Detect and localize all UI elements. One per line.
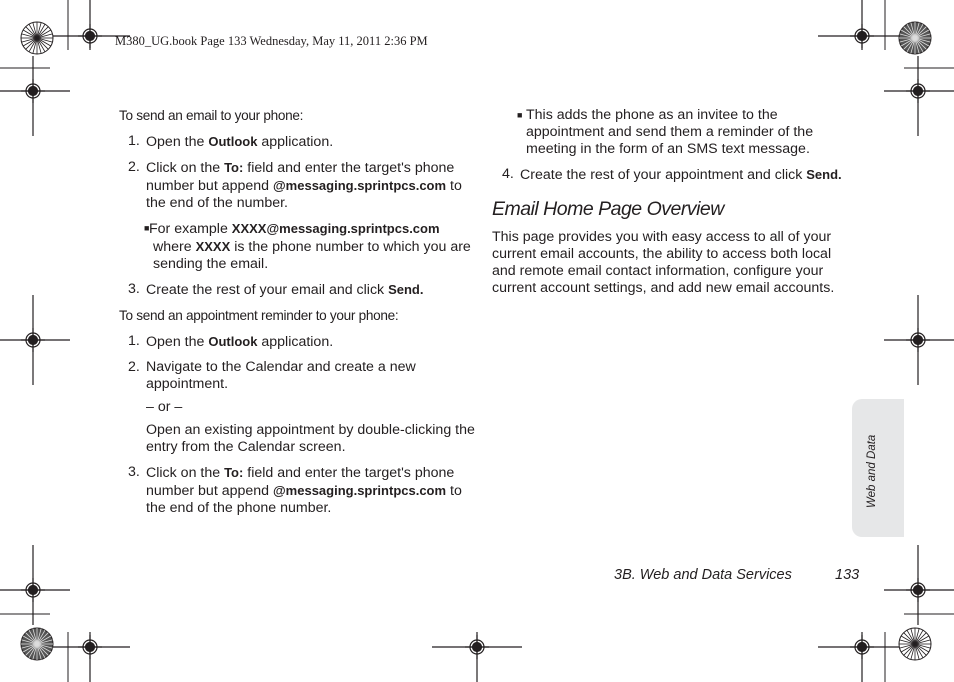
email-step-1: 1. Open the Outlook application. (128, 133, 334, 150)
appt-step-2: 2. Navigate to the Calendar and create a new appointment. (128, 359, 416, 392)
rosette-mark-icon (21, 22, 53, 54)
section-body: This page provides you with easy access to all of your current email accounts, the ability to access both local and remote email contact information, configure your current account settings, and add new email accounts. (492, 229, 835, 296)
appt-step-4: 4. Create the rest of your appointment and click Send. (502, 166, 842, 183)
bullet-square-icon: ■ (144, 223, 150, 233)
right-column (492, 107, 852, 297)
email-step-3: 3. Create the rest of your email and click Send. (128, 281, 424, 298)
footer-section-name: 3B. Web and Data Services (614, 567, 792, 583)
email-step-2: 2. Click on the To: field and enter the target's phone number but append @messaging.sprintpcs.com to the end of the number. (128, 159, 462, 211)
section-title: Email Home Page Overview (492, 198, 724, 220)
or-separator: – or – (146, 399, 183, 415)
appointment-intro: To send an appointment reminder to your phone: (119, 308, 399, 323)
side-tab-label: Web and Data (866, 434, 878, 508)
example-bullet: ■ For example XXXX@messaging.sprintpcs.com where XXXX is the phone number to which you are sending the email. (144, 221, 471, 272)
invite-bullet: ■ This adds the phone as an invitee to the appointment and send them a reminder of the meeting in the form of an SMS text message. (517, 107, 814, 157)
left-column (119, 107, 479, 525)
book-header-line: M380_UG.book Page 133 Wednesday, May 11, 2011 2:36 PM (115, 34, 428, 48)
email-intro: To send an email to your phone: (119, 108, 304, 123)
rosette-mark-icon (21, 628, 53, 660)
alt-instruction: Open an existing appointment by double-clicking the entry from the Calendar screen. (146, 422, 475, 455)
appt-step-1: 1. Open the Outlook application. (128, 333, 334, 350)
footer-page-number: 133 (835, 567, 860, 583)
appt-step-3: 3. Click on the To: field and enter the target's phone number but append @messaging.sprintpcs.com to the end of the phone number. (128, 464, 462, 516)
rosette-mark-icon (899, 22, 931, 54)
rosette-mark-icon (899, 628, 931, 660)
bullet-square-icon: ■ (517, 110, 523, 120)
side-tab (852, 399, 904, 537)
